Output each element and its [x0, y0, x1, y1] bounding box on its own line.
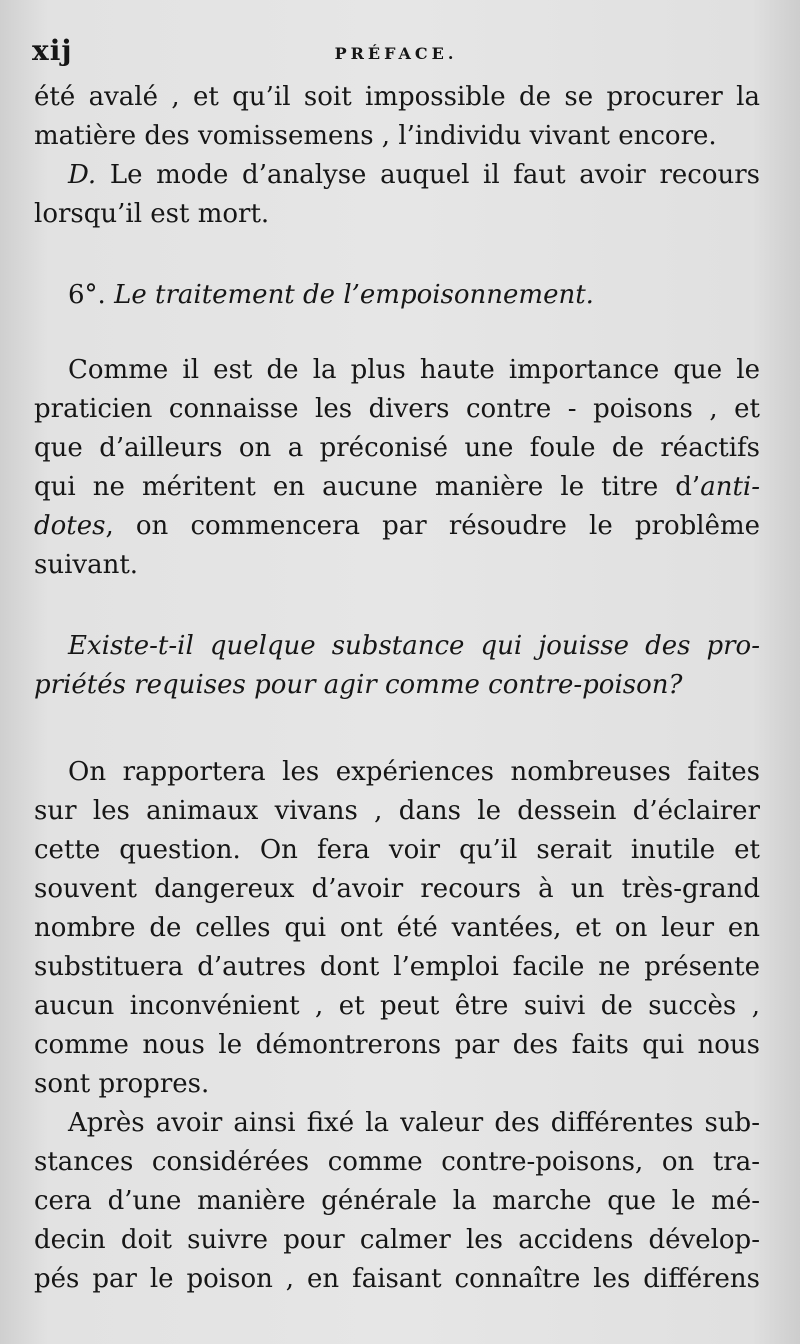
italic-word: dotes: [34, 511, 106, 541]
text-line: suivant.: [34, 550, 139, 580]
text-segment: qui ne méritent en aucune manière le titre d’: [34, 472, 701, 502]
text-line: souvent dangereux d’avoir recours à un très-grand: [34, 874, 760, 904]
text-line: matière des vomissemens , l’individu vivant encore.: [34, 121, 717, 151]
text-line: sont propres.: [34, 1069, 210, 1099]
text-line: aucun inconvénient , et peut être suivi de succès ,: [34, 991, 760, 1021]
text-segment: Le mode d’analyse auquel il faut avoir recours: [96, 160, 760, 190]
question-line: Existe-t-il quelque substance qui jouisse des pro-: [68, 631, 760, 661]
section-number: 6°.: [68, 280, 115, 310]
text-line: nombre de celles qui ont été vantées, et on leur en: [34, 913, 760, 943]
text-line: decin doit suivre pour calmer les accidens dévelop-: [34, 1225, 760, 1255]
text-line: été avalé , et qu’il soit impossible de se procurer la: [34, 82, 760, 112]
text-line: cette question. On fera voir qu’il serait inutile et: [34, 835, 760, 865]
text-line: [34, 156, 760, 195]
text-line: lorsqu’il est mort.: [34, 199, 270, 229]
text-line: cera d’une manière générale la marche que le mé-: [34, 1186, 760, 1216]
text-line: Comme il est de la plus haute importance que le: [68, 355, 760, 385]
page-number: xij: [32, 34, 73, 67]
text-line: Après avoir ainsi fixé la valeur des différentes sub-: [68, 1108, 760, 1138]
question-line: priétés requises pour agir comme contre-poison?: [34, 670, 683, 700]
text-line: pés par le poison , en faisant connaître les différens: [34, 1264, 760, 1294]
page-body: [34, 78, 760, 1299]
section-letter: D.: [68, 160, 97, 190]
text-line: [34, 507, 760, 546]
section-title: Le traitement de l’empoisonnement.: [114, 280, 594, 310]
text-line: comme nous le démontrerons par des faits qui nous: [34, 1030, 760, 1060]
text-line: que d’ailleurs on a préconisé une foule de réactifs: [34, 433, 760, 463]
page-header: [32, 34, 760, 74]
text-line: stances considérées comme contre-poisons, on tra-: [34, 1147, 760, 1177]
text-line: On rapportera les expériences nombreuses faites: [68, 757, 760, 787]
section-heading: [34, 276, 760, 315]
italic-word: anti-: [700, 472, 760, 502]
text-line: [34, 468, 760, 507]
text-line: sur les animaux vivans , dans le dessein d’éclairer: [34, 796, 760, 826]
text-line: substituera d’autres dont l’emploi facile ne présente: [34, 952, 760, 982]
running-title: PRÉFACE.: [334, 44, 458, 63]
text-line: praticien connaisse les divers contre - poisons , et: [34, 394, 760, 424]
text-segment: , on commencera par résoudre le problême: [105, 511, 760, 541]
